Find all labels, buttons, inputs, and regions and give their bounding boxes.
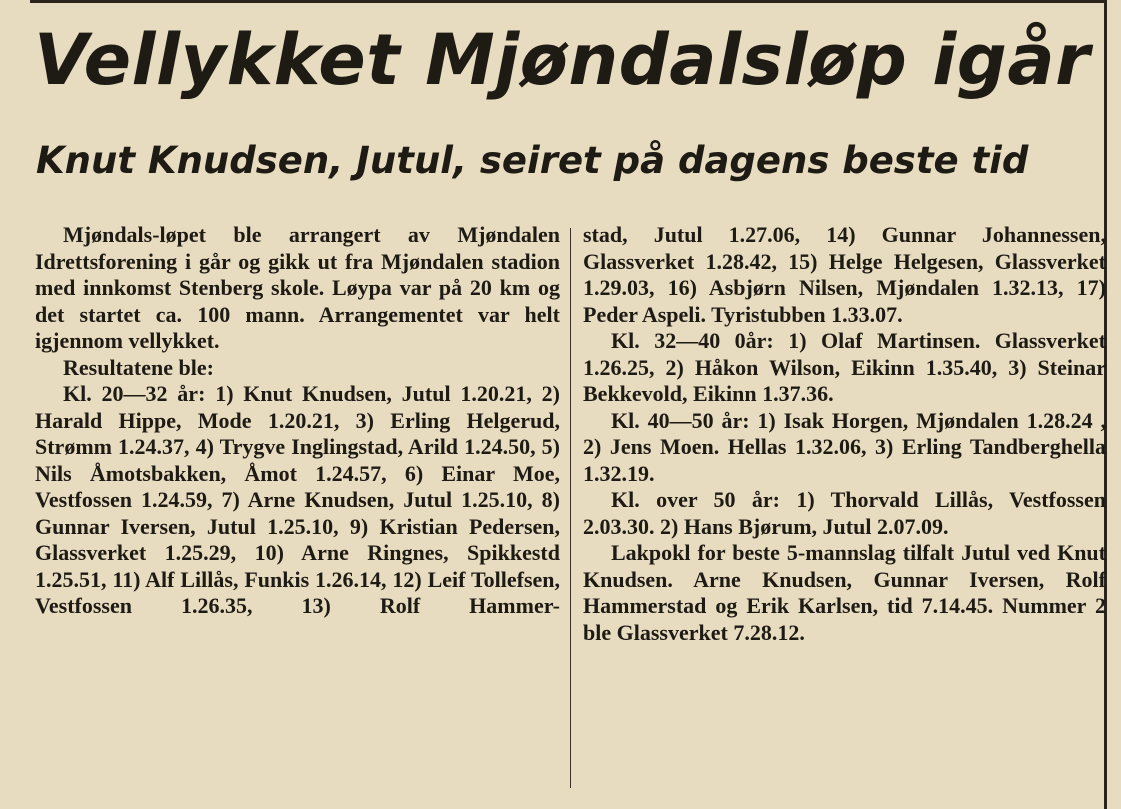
results-class-40-50: Kl. 40—50 år: 1) Isak Horgen, Mjøndalen 1.28.24 , 2) Jens Moen. Hellas 1.32.06, 3) Erling Tandberghella 1.32.19. <box>583 407 1106 486</box>
headline: Vellykket Mjøndalsløp igår <box>34 19 1091 101</box>
results-continued: stad, Jutul 1.27.06, 14) Gunnar Johannessen, Glassverket 1.28.42, 15) Helge Helgesen, Glassverket 1.29.03, 16) Asbjørn Nilsen, Mjøndalen 1.32.13, 17) Peder Aspeli. Tyristubben 1.33.07. <box>583 222 1106 327</box>
right-column <box>583 222 1106 646</box>
results-class-32-40: Kl. 32—40 0år: 1) Olaf Martinsen. Glassverket 1.26.25, 2) Håkon Wilson, Eikinn 1.35.40, 3) Steinar Bekkevold, Eikinn 1.37.36. <box>583 328 1106 406</box>
subheadline: Knut Knudsen, Jutul, seiret på dagens beste tid <box>36 139 1029 182</box>
column-divider <box>570 228 571 788</box>
results-class-20-32: Kl. 20—32 år: 1) Knut Knudsen, Jutul 1.20.21, 2) Harald Hippe, Mode 1.20.21, 3) Erling Helgerud, Strømm 1.24.37, 4) Trygve Inglingstad, Arild 1.24.50, 5) Nils Åmotsbakken, Åmot 1.24.57, 6) Einar Moe, Vestfossen 1.24.59, 7) Arne Knudsen, Jutul 1.25.10, 8) Gunnar Iversen, Jutul 1.25.10, 9) Kristian Pedersen, Glassverket 1.25.29, 10) Arne Ringnes, Spikkestd 1.25.51, 11) Alf Lillås, Funkis 1.26.14, 12) Leif Tollefsen, Vestfossen 1.26.35, 13) Rolf Hammer- <box>35 381 560 618</box>
left-column <box>35 222 560 620</box>
intro-paragraph: Mjøndals-løpet ble arrangert av Mjøndalen Idrettsforening i går og gikk ut fra Mjøndalen stadion med innkomst Stenberg skole. Løypa var på 20 km og det startet ca. 100 mann. Arrangementet var helt igjennom vellykket. <box>35 222 560 353</box>
team-result-paragraph: Lakpokl for beste 5-mannslag tilfalt Jutul ved Knut Knudsen. Arne Knudsen, Gunnar Iversen, Rolf Hammerstad og Erik Karlsen, tid 7.14.45. Nummer 2 ble Glassverket 7.28.12. <box>583 540 1106 645</box>
results-class-over-50: Kl. over 50 år: 1) Thorvald Lillås, Vestfossen 2.03.30. 2) Hans Bjørum, Jutul 2.07.09. <box>583 487 1106 539</box>
top-rule <box>30 0 1107 3</box>
results-heading: Resultatene ble: <box>63 354 214 380</box>
